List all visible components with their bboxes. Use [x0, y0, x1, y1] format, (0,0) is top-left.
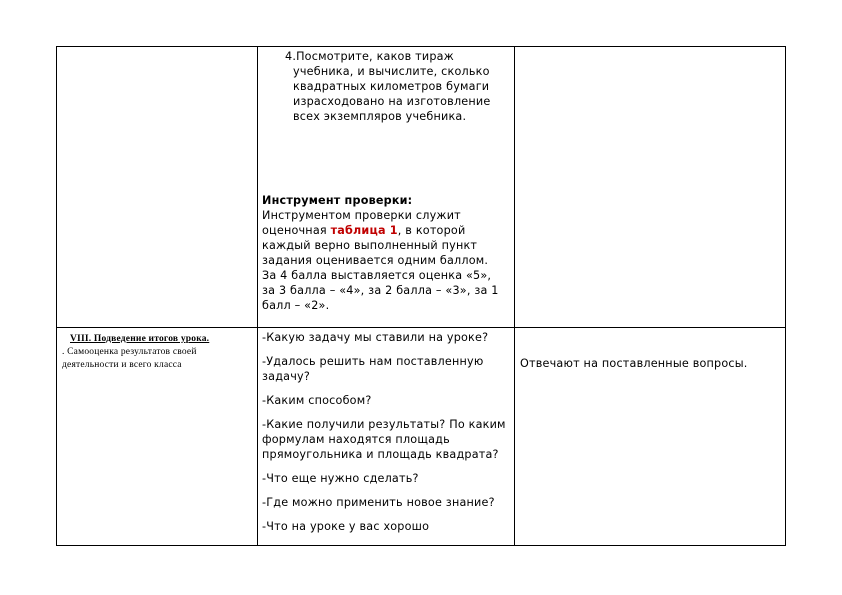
check-text: оценочная — [262, 224, 331, 237]
check-line: каждый верно выполненный пункт — [262, 239, 478, 252]
table-bottom-border — [56, 545, 786, 546]
task-line: всех экземпляров учебника. — [293, 110, 467, 123]
check-instrument-block — [262, 193, 512, 313]
question: -Какие получили результаты? По каким формулам находятся площадь прямоугольника и площадь квадрата? — [262, 418, 506, 461]
row-divider — [56, 327, 786, 328]
table-top-border — [56, 46, 786, 47]
task-line: израсходовано на изготовление — [293, 95, 491, 108]
task-line: учебника, и вычислите, сколько — [293, 65, 490, 78]
column-divider-2 — [514, 46, 515, 546]
column-divider-1 — [257, 46, 258, 546]
check-line: балл – «2». — [262, 299, 330, 312]
check-line: За 4 балла выставляется оценка «5», — [262, 269, 492, 282]
question: -Каким способом? — [262, 394, 372, 407]
question: -Что на уроке у вас хорошо — [262, 520, 430, 533]
question: -Какую задачу мы ставили на уроке? — [262, 331, 489, 344]
stage-description: . Самооценка результатов своей — [62, 347, 197, 357]
stage-description: деятельности и всего класса — [62, 360, 182, 370]
question: -Что еще нужно сделать? — [262, 472, 419, 485]
lesson-stage — [62, 333, 252, 372]
table-1-reference: таблица 1 — [330, 224, 398, 237]
question: -Удалось решить нам поставленную задачу? — [262, 355, 484, 383]
question: -Где можно применить новое знание? — [262, 496, 495, 509]
check-line: Инструментом проверки служит — [262, 209, 461, 222]
check-title: Инструмент проверки: — [262, 194, 413, 207]
task-line: квадратных километров бумаги — [293, 80, 490, 93]
task-4-text — [285, 49, 508, 124]
teacher-questions — [262, 330, 512, 543]
check-text: , в которой — [397, 224, 466, 237]
task-line: 4.Посмотрите, каков тираж — [285, 50, 454, 63]
table-right-border — [785, 46, 786, 546]
stage-title: VIII. Подведение итогов урока. — [70, 334, 210, 344]
check-line: задания оценивается одним баллом. — [262, 254, 489, 267]
check-line: за 3 балла – «4», за 2 балла – «3», за 1 — [262, 284, 499, 297]
check-line — [262, 223, 512, 238]
student-activity: Отвечают на поставленные вопросы. — [520, 357, 748, 370]
table-left-border — [56, 46, 57, 546]
